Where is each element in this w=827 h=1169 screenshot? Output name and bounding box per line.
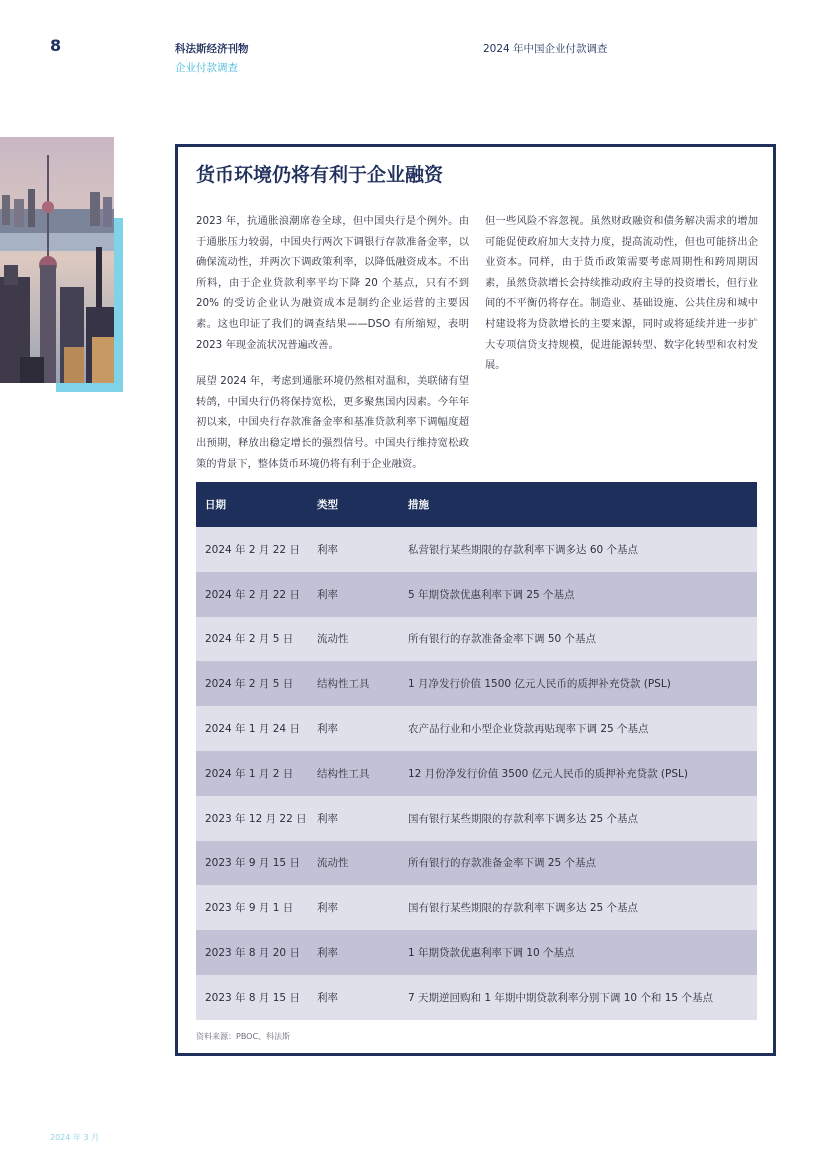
- cell-date: 2024 年 1 月 24 日: [205, 723, 300, 736]
- cell-measure: 农产品行业和小型企业贷款再贴现率下调 25 个基点: [408, 723, 649, 736]
- paragraph: 展望 2024 年，考虑到通胀环境仍然相对温和，美联储有望转鸽，中国央行仍将保持宽松，更多聚焦国内因素。今年年初以来，中国央行存款准备金率和基准贷款利率下调幅度超出预期，释放出稳定增长的强烈信号。中国央行维持宽松政策的背景下，整体货币环境仍将有利于企业融资。: [196, 375, 469, 470]
- table-header-row: [196, 482, 757, 527]
- cell-date: 2023 年 12 月 22 日: [205, 812, 307, 825]
- cell-measure: 所有银行的存款准备金率下调 25 个基点: [408, 857, 597, 870]
- table-row: [196, 572, 757, 617]
- page-number: 8: [50, 36, 62, 55]
- footer-date: 2024 年 3 月: [50, 1133, 100, 1142]
- cell-type: 利率: [317, 543, 338, 556]
- table-row: [196, 796, 757, 841]
- cell-date: 2023 年 9 月 1 日: [205, 902, 294, 915]
- table-row: [196, 930, 757, 975]
- table-row: [196, 617, 757, 662]
- content-box: [175, 144, 776, 1056]
- cell-type: 流动性: [317, 857, 349, 870]
- cell-type: 结构性工具: [317, 767, 370, 780]
- policy-measures-table: [196, 482, 757, 1020]
- table-body: [196, 527, 757, 1020]
- cell-date: 2024 年 1 月 2 日: [205, 767, 294, 780]
- cell-measure: 所有银行的存款准备金率下调 50 个基点: [408, 633, 597, 646]
- cell-type: 利率: [317, 902, 338, 915]
- cell-type: 利率: [317, 723, 338, 736]
- right-text-column: [485, 211, 758, 392]
- table-row: [196, 885, 757, 930]
- table-row: [196, 975, 757, 1020]
- cell-type: 利率: [317, 588, 338, 601]
- cell-measure: 12 月份净发行价值 3500 亿元人民币的质押补充贷款 (PSL): [408, 767, 688, 780]
- table-row: [196, 527, 757, 572]
- paragraph: 2023 年，抗通胀浪潮席卷全球，但中国央行是个例外。由于通胀压力较弱，中国央行两次下调银行存款准备金率，以确保流动性，并两次下调政策利率，以降低融资成本。不出所料，由于企业贷款利率平均下降 20 个基点，只有不到 20% 的受访企业认为融资成本是制约企业运营的主要因素。这也印证了我们的调查结果——DSO 有所缩短，表明 2023 年现金流状况普遍改善。: [196, 215, 469, 351]
- cell-type: 流动性: [317, 633, 349, 646]
- cell-measure: 1 年期贷款优惠利率下调 10 个基点: [408, 947, 575, 960]
- cell-date: 2024 年 2 月 22 日: [205, 543, 300, 556]
- source-note: 资料来源：PBOC、科法斯: [196, 1032, 291, 1041]
- publication-subtitle: 企业付款调查: [175, 62, 238, 74]
- cell-measure: 国有银行某些期限的存款利率下调多达 25 个基点: [408, 812, 639, 825]
- header-measure: 措施: [408, 499, 429, 511]
- paragraph: 但一些风险不容忽视。虽然财政融资和债务解决需求的增加可能促使政府加大支持力度，提高流动性，但也可能挤出企业资本。同样，由于货币政策需要考虑周期性和跨周期因素，虽然贷款增长会持续推动政府主导的投资增长，但行业间的不平衡仍将存在。制造业、基础设施、公共住房和城中村建设将为贷款增长的主要来源，同时或将延续并进一步扩大专项信贷支持规模，促进能源转型、数字化转型和农村发展。: [485, 215, 758, 372]
- city-skyline-photo: [0, 137, 114, 383]
- table-row: [196, 751, 757, 796]
- cell-date: 2024 年 2 月 22 日: [205, 588, 300, 601]
- table-row: [196, 661, 757, 706]
- cell-measure: 5 年期贷款优惠利率下调 25 个基点: [408, 588, 575, 601]
- cell-measure: 国有银行某些期限的存款利率下调多达 25 个基点: [408, 902, 639, 915]
- table-row: [196, 841, 757, 886]
- cell-date: 2023 年 8 月 20 日: [205, 947, 300, 960]
- cell-type: 结构性工具: [317, 678, 370, 691]
- cell-type: 利率: [317, 991, 338, 1004]
- cell-date: 2024 年 2 月 5 日: [205, 678, 294, 691]
- header-type: 类型: [317, 499, 338, 511]
- box-title: 货币环境仍将有利于企业融资: [196, 164, 444, 186]
- cell-measure: 1 月净发行价值 1500 亿元人民币的质押补充贷款 (PSL): [408, 678, 671, 691]
- cell-measure: 7 天期逆回购和 1 年期中期贷款利率分别下调 10 个和 15 个基点: [408, 991, 713, 1004]
- cell-date: 2023 年 8 月 15 日: [205, 991, 300, 1004]
- report-title: 2024 年中国企业付款调查: [483, 43, 608, 55]
- header-date: 日期: [205, 499, 226, 511]
- left-text-column: [196, 211, 469, 490]
- cell-type: 利率: [317, 812, 338, 825]
- publication-name: 科法斯经济刊物: [175, 43, 249, 55]
- cell-date: 2024 年 2 月 5 日: [205, 633, 294, 646]
- cell-type: 利率: [317, 947, 338, 960]
- table-row: [196, 706, 757, 751]
- cell-measure: 私营银行某些期限的存款利率下调多达 60 个基点: [408, 543, 639, 556]
- cell-date: 2023 年 9 月 15 日: [205, 857, 300, 870]
